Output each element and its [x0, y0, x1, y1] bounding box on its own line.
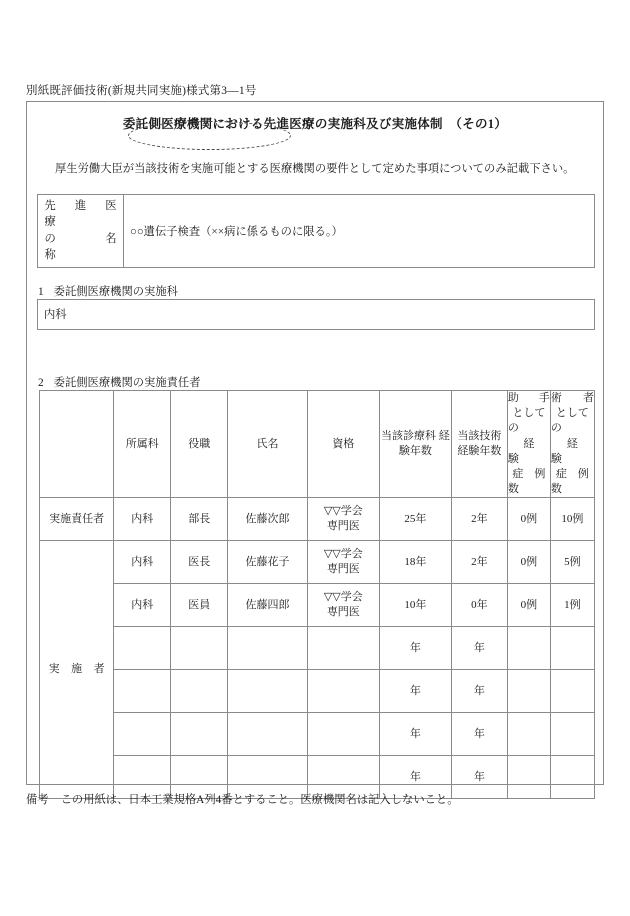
section-2-label: 委託側医療機関の実施責任者 — [53, 377, 201, 389]
table-row — [40, 584, 595, 627]
row-department[interactable] — [114, 670, 171, 713]
remark-text: この用紙は、日本工業規格A列4番とすること。医療機関名は記入しないこと。 — [60, 794, 459, 806]
row-position[interactable]: 医長 — [171, 541, 228, 584]
row-qualification-line-1: ▽▽学会 — [323, 591, 363, 604]
row-operator-cases[interactable] — [550, 756, 594, 799]
header-assistant-cases — [507, 391, 557, 498]
row-assistant-cases[interactable] — [507, 627, 550, 670]
table-row — [40, 713, 595, 756]
header-department-years — [379, 391, 451, 498]
row-technique-years[interactable]: 2年 — [451, 541, 507, 584]
header-assistant-cases-line-2: としての — [507, 407, 546, 435]
advanced-medicine-name-label — [38, 195, 140, 268]
row-department-years[interactable]: 10年 — [379, 584, 451, 627]
row-operator-cases[interactable]: 1例 — [550, 584, 594, 627]
row-name[interactable] — [228, 627, 308, 670]
row-assistant-cases[interactable]: 0例 — [507, 541, 550, 584]
name-label-line-2: の 名 称 — [44, 232, 140, 262]
row-name[interactable]: 佐藤四郎 — [228, 584, 308, 627]
row-department[interactable]: 内科 — [114, 498, 171, 541]
header-department: 所属科 — [114, 391, 171, 498]
form-title-row — [27, 114, 603, 133]
row-assistant-cases[interactable]: 0例 — [507, 498, 550, 541]
instruction-text: 厚生労働大臣が当該技術を実施可能とする医療機関の要件として定めた事項についてのみ記載下さい。 — [55, 163, 575, 175]
row-technique-years[interactable]: 0年 — [451, 584, 507, 627]
header-operator-cases-line-1: 術 者 — [550, 392, 594, 404]
row-department[interactable] — [114, 713, 171, 756]
implementing-department-value[interactable]: 内科 — [37, 299, 595, 330]
section-1-label: 委託側医療機関の実施科 — [53, 286, 178, 298]
row-role-performer — [40, 541, 114, 799]
row-qualification[interactable] — [307, 498, 379, 541]
row-name[interactable] — [228, 713, 308, 756]
staff-table — [39, 390, 600, 799]
section-2-heading — [38, 374, 201, 390]
row-department-years[interactable]: 18年 — [379, 541, 451, 584]
header-technique-years — [451, 391, 507, 498]
header-operator-cases-line-4: 症 例 数 — [550, 467, 600, 496]
header-technique-years-line-1: 当該技術 — [457, 429, 502, 442]
row-department[interactable]: 内科 — [114, 541, 171, 584]
row-operator-cases[interactable] — [550, 713, 594, 756]
row-qualification-line-1: ▽▽学会 — [323, 505, 363, 518]
page-title: 委託側医療機関における先進医療の実施科及び実施体制 （その1） — [122, 117, 508, 131]
row-department[interactable]: 内科 — [114, 584, 171, 627]
row-name[interactable] — [228, 670, 308, 713]
row-position[interactable] — [171, 627, 228, 670]
header-role — [40, 391, 114, 498]
row-name[interactable]: 佐藤花子 — [228, 541, 308, 584]
row-technique-years[interactable]: 年 — [451, 713, 507, 756]
row-qualification[interactable] — [307, 627, 379, 670]
row-qualification[interactable] — [307, 670, 379, 713]
row-qualification[interactable] — [307, 713, 379, 756]
header-assistant-cases-line-3: 経 験 — [507, 437, 557, 465]
header-operator-cases-line-2: としての — [550, 407, 589, 435]
section-1-heading — [38, 283, 178, 299]
row-department-years[interactable]: 年 — [379, 670, 451, 713]
header-qualification: 資格 — [307, 391, 379, 498]
row-assistant-cases[interactable] — [507, 756, 550, 799]
row-operator-cases[interactable] — [550, 627, 594, 670]
header-name: 氏名 — [228, 391, 308, 498]
row-operator-cases[interactable] — [550, 670, 594, 713]
row-position[interactable] — [171, 713, 228, 756]
row-operator-cases[interactable]: 10例 — [550, 498, 594, 541]
header-department-years-line-1: 当該診療科 — [381, 429, 436, 442]
row-technique-years[interactable]: 2年 — [451, 498, 507, 541]
row-qualification-line-2: 専門医 — [326, 520, 360, 533]
remark-note — [26, 791, 459, 807]
table-row — [40, 498, 595, 541]
advanced-medicine-name-value[interactable]: ○○遺伝子検査（××病に係るものに限る。） — [124, 195, 595, 268]
row-qualification-line-1: ▽▽学会 — [323, 548, 363, 561]
table-row — [40, 670, 595, 713]
row-role-performer-label: 実 施 者 — [48, 663, 105, 676]
row-technique-years[interactable]: 年 — [451, 756, 507, 799]
row-department-years[interactable]: 年 — [379, 713, 451, 756]
row-qualification-line-2: 専門医 — [326, 563, 360, 576]
table-row — [40, 541, 595, 584]
row-assistant-cases[interactable] — [507, 713, 550, 756]
header-technique-years-line-2: 経験年数 — [457, 445, 502, 458]
header-operator-cases — [550, 391, 600, 498]
row-position[interactable] — [171, 670, 228, 713]
row-qualification[interactable] — [307, 584, 379, 627]
form-content-box — [26, 101, 604, 785]
row-name[interactable]: 佐藤次郎 — [228, 498, 308, 541]
section-2-number: 2 — [38, 377, 44, 389]
row-role-responsible: 実施責任者 — [40, 498, 114, 541]
header-operator-cases-line-3: 経 験 — [550, 437, 600, 465]
form-number-label: 別紙既評価技術(新規共同実施)様式第3―1号 — [26, 85, 257, 97]
header-assistant-cases-line-1: 助 手 — [507, 392, 550, 404]
table-row — [38, 195, 595, 268]
row-qualification-line-2: 専門医 — [326, 606, 360, 619]
row-department-years[interactable]: 25年 — [379, 498, 451, 541]
table-header-row — [40, 391, 595, 498]
row-technique-years[interactable]: 年 — [451, 627, 507, 670]
row-department-years[interactable]: 年 — [379, 627, 451, 670]
row-assistant-cases[interactable] — [507, 670, 550, 713]
row-position[interactable]: 部長 — [171, 498, 228, 541]
table-row — [40, 627, 595, 670]
remark-label: 備考 — [26, 794, 49, 806]
row-department[interactable] — [114, 627, 171, 670]
row-department-years[interactable]: 年 — [379, 756, 451, 799]
name-label-line-1: 先 進 医 療 — [44, 200, 128, 229]
row-assistant-cases[interactable]: 0例 — [507, 584, 550, 627]
row-position[interactable]: 医員 — [171, 584, 228, 627]
header-assistant-cases-line-4: 症 例 数 — [507, 467, 557, 496]
row-qualification[interactable] — [307, 541, 379, 584]
header-department-years-line-2: 経験年数 — [398, 429, 450, 458]
section-1-number: 1 — [38, 286, 44, 298]
row-technique-years[interactable]: 年 — [451, 670, 507, 713]
header-position: 役職 — [171, 391, 228, 498]
advanced-medicine-name-table — [37, 194, 595, 268]
row-operator-cases[interactable]: 5例 — [550, 541, 594, 584]
